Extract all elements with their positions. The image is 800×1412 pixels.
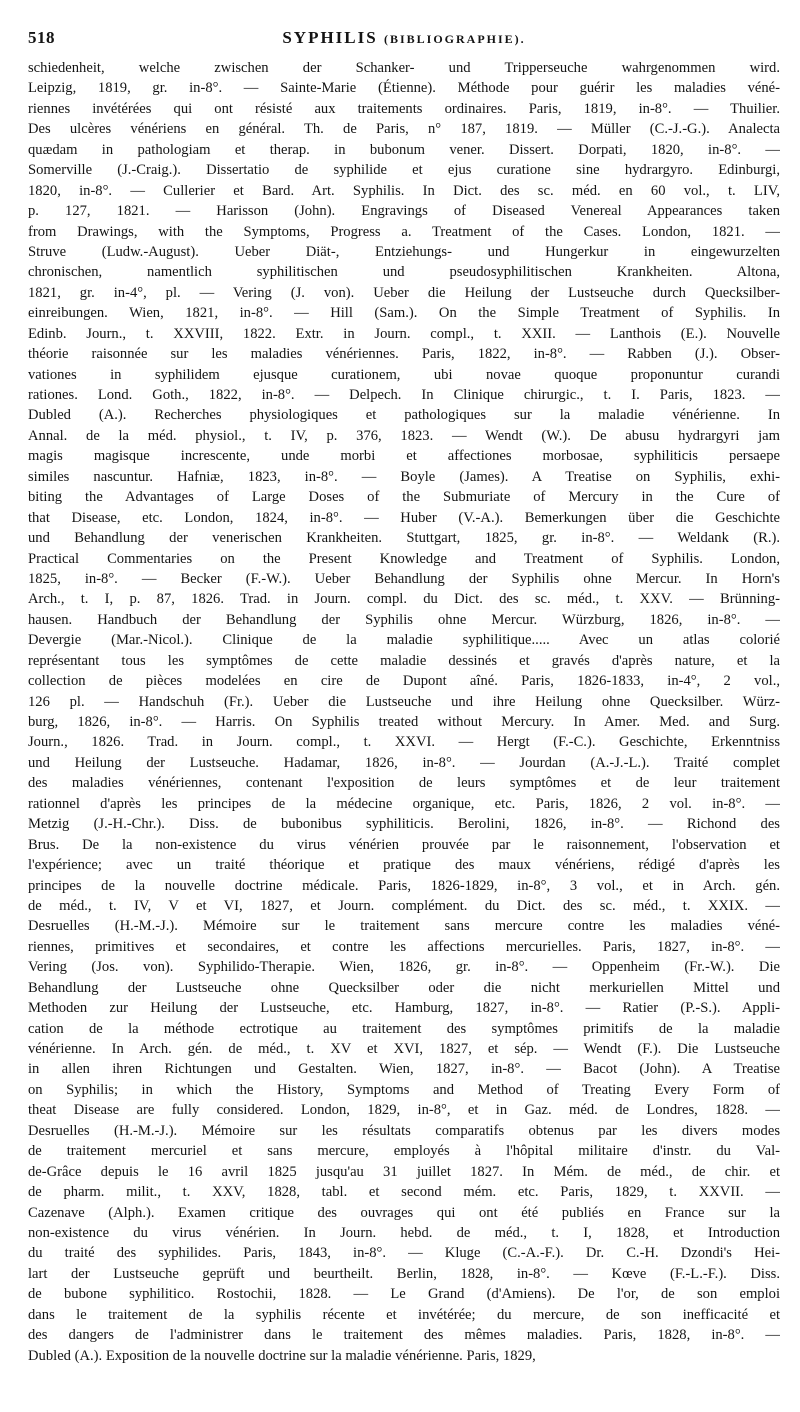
text-line: burg, 1826, in-8°. — Harris. On Syphilis treated without Mercury. In Amer. Med. and Surg. — [28, 714, 780, 730]
text-line: Behandlung der Lustseuche ohne Quecksilber oder die nicht merkuriellen Mittel und — [28, 979, 780, 996]
text-line: Annal. de la méd. physiol., t. IV, p. 376, 1823. — Wendt (W.). De abusu hydrargyri jam — [28, 427, 780, 444]
text-line: similes nascuntur. Hafniæ, 1823, in-8°. — Boyle (James). A Treatise on Syphilis, exhi- — [28, 468, 780, 485]
text-line: chronischen, namentlich syphilitischen und pseudosyphilitischen Krankheiten. Altona, — [28, 264, 780, 281]
text-line: Brus. De la non-existence du virus vénérien prouvée par le raisonnement, l'observation et — [28, 836, 780, 853]
text-line: vénérienne. In Arch. gén. de méd., t. XV et XVI, 1827, et sép. — Wendt (F.). Die Lustseuche — [28, 1041, 780, 1057]
text-line: schiedenheit, welche zwischen der Schanker- und Tripperseuche wahrgenommen wird. — [28, 60, 780, 76]
text-line: on Syphilis; in which the History, Symptoms and Method of Treating Every Form of — [28, 1081, 780, 1098]
text-line: Struve (Ludw.-August). Ueber Diät-, Entziehungs- und Hungerkur in eingewurzelten — [28, 243, 780, 260]
text-line: 1821, gr. in-4°, pl. — Vering (J. von). Ueber die Heilung der Lustseuche durch Quecksilber- — [28, 284, 780, 301]
text-line: Dubled (A.). Recherches physiologiques et pathologiques sur la maladie vénérienne. In — [28, 407, 780, 424]
text-line: collection de pièces modelées en cire de Dupont aîné. Paris, 1826-1833, in-4°, 2 vol., — [28, 673, 780, 690]
text-line: rationnel d'après les principes de la médecine organique, etc. Paris, 1826, 2 vol. in-8°. — — [28, 795, 780, 812]
text-line: Dubled (A.). Exposition de la nouvelle doctrine sur la maladie vénérienne. Paris, 1829, — [28, 1347, 536, 1364]
text-line: und Heilung der Lustseuche. Hadamar, 1826, in-8°. — Jourdan (A.-J.-L.). Traité complet — [28, 754, 780, 771]
running-title-main: SYPHILIS — [282, 28, 378, 47]
text-line: 126 pl. — Handschuh (Fr.). Ueber die Lustseuche und ihre Heilung ohne Quecksilber. Würz- — [28, 693, 780, 710]
text-line: de traitement mercuriel et sans mercure, employés à l'hôpital militaire d'instr. du Val- — [28, 1143, 780, 1160]
page-header — [28, 26, 780, 52]
text-line: des maladies vénériennes, contenant l'exposition de leurs symptômes et de leur traitement — [28, 775, 780, 792]
text-line: des dangers de l'administrer dans le traitement des mêmes maladies. Paris, 1828, in-8°. — — [28, 1327, 780, 1344]
text-line: cation de la méthode ectrotique au traitement des symptômes primitifs de la maladie — [28, 1020, 780, 1037]
text-line: de méd., t. IV, V et VI, 1827, et Journ. complément. du Dict. des sc. méd., t. XXIX. — — [28, 897, 780, 914]
text-line: lart der Lustseuche geprüft und beurtheilt. Berlin, 1828, in-8°. — Kœve (F.-L.-F.). Diss. — [28, 1265, 780, 1282]
text-line: Edinb. Journ., t. XXVIII, 1822. Extr. in Journ. compl., t. XXII. — Lanthois (E.). Nouvelle — [28, 325, 780, 342]
running-title — [28, 28, 780, 48]
text-line: Des ulcères vénériens en général. Th. de Paris, n° 187, 1819. — Müller (C.-J.-G.). Analecta — [28, 121, 780, 138]
text-line: theat Disease are fully considered. London, 1829, in-8°, et in Gaz. méd. de Londres, 1828. — — [28, 1102, 780, 1119]
text-line: Devergie (Mar.-Nicol.). Clinique de la maladie syphilitique..... Avec un atlas colorié — [28, 632, 780, 649]
text-line: Desruelles (H.-M.-J.). Mémoire sur les résultats comparatifs obtenus par les divers modes — [28, 1122, 780, 1139]
text-line: hausen. Handbuch der Behandlung der Syphilis ohne Mercur. Würzburg, 1826, in-8°. — — [28, 611, 780, 628]
text-line: 1825, in-8°. — Becker (F.-W.). Ueber Behandlung der Syphilis ohne Mercur. In Horn's — [28, 570, 780, 587]
text-line: non-existence du virus vénérien. In Journ. hebd. de méd., t. I, 1828, et Introduction — [28, 1224, 780, 1241]
text-line: Methoden zur Heilung der Lustseuche, etc. Hamburg, 1827, in-8°. — Ratier (P.-S.). Appli- — [28, 1000, 780, 1017]
text-line: quædam in pathologiam et therap. in bubonum vener. Dissert. Dorpati, 1820, in-8°. — — [28, 141, 780, 158]
text-line: du traité des syphilides. Paris, 1843, in-8°. — Kluge (C.-A.-F.). Dr. C.-H. Dzondi's Hei- — [28, 1245, 780, 1262]
text-line: und Behandlung der venerischen Krankheiten. Stuttgart, 1825, gr. in-8°. — Weldank (R.). — [28, 530, 780, 547]
text-line: rationes. Lond. Goth., 1822, in-8°. — Delpech. In Clinique chirurgic., t. I. Paris, 1823. — — [28, 387, 780, 403]
text-line: in allen ihren Richtungen und Gestalten. Wien, 1827, in-8°. — Bacot (John). A Treatise — [28, 1061, 780, 1078]
text-line: magis magisque increscente, unde morbi et affectiones morbosae, syphiliticis persaepe — [28, 448, 780, 465]
text-line: Somerville (J.-Craig.). Dissertatio de syphilide et ejus curatione sine hydrargyro. Edinburgi, — [28, 162, 780, 179]
text-line: représentant tous les symptômes de cette maladie dessinés et gravés d'après nature, et la — [28, 652, 780, 669]
text-line: Desruelles (H.-M.-J.). Mémoire sur le traitement sans mercure contre les maladies véné- — [28, 918, 780, 935]
text-line: einreibungen. Wien, 1821, in-8°. — Hill (Sam.). On the Simple Treatment of Syphilis. In — [28, 305, 780, 322]
text-line: dans le traitement de la syphilis récente et invétérée; du mercure, de son inefficacité et — [28, 1306, 780, 1323]
text-line: de pharm. milit., t. XXV, 1828, tabl. et second mém. etc. Paris, 1829, t. XXVII. — — [28, 1184, 780, 1201]
text-line: Metzig (J.-H.-Chr.). Diss. de bubonibus syphiliticis. Berolini, 1826, in-8°. — Richond des — [28, 816, 780, 833]
text-line: biting the Advantages of Large Doses of the Submuriate of Mercury in the Cure of — [28, 489, 780, 506]
text-line: Journ., 1826. Trad. in Journ. compl., t. XXVI. — Hergt (F.-C.). Geschichte, Erkenntniss — [28, 734, 780, 751]
bibliography-text — [28, 58, 780, 1366]
text-line: de-Grâce depuis le 16 avril 1825 jusqu'au 31 juillet 1827. In Mém. de méd., de chir. et — [28, 1163, 780, 1180]
text-line: principes de la nouvelle doctrine médicale. Paris, 1826-1829, in-8°, 3 vol., et in Arch. gén. — [28, 877, 780, 894]
text-line: Cazenave (Alph.). Examen critique des ouvrages qui ont été publiés en France sur la — [28, 1204, 780, 1221]
running-title-sub: (BIBLIOGRAPHIE). — [383, 32, 526, 46]
text-line: riennes invétérées qui ont résisté aux traitements ordinaires. Paris, 1819, in-8°. — Thuilier. — [28, 100, 780, 117]
text-line: p. 127, 1821. — Harisson (John). Engravings of Diseased Venereal Appearances taken — [28, 203, 780, 220]
text-line: from Drawings, with the Symptoms, Progress a. Treatment of the Cases. London, 1821. — — [28, 223, 780, 240]
text-line: théorie raisonnée sur les maladies vénériennes. Paris, 1822, in-8°. — Rabben (J.). Obser- — [28, 346, 780, 363]
text-line: that Disease, etc. London, 1824, in-8°. — Huber (V.-A.). Bemerkungen über die Geschichte — [28, 509, 780, 526]
text-line: Leipzig, 1819, gr. in-8°. — Sainte-Marie (Étienne). Méthode pour guérir les maladies véné- — [28, 80, 780, 97]
document-page — [28, 26, 780, 1366]
text-line: de bubone syphilitico. Rostochii, 1828. — Le Grand (d'Amiens). De l'or, de son emploi — [28, 1286, 780, 1303]
text-line: riennes, primitives et secondaires, et contre les affections mercurielles. Paris, 1827, in-8°. — — [28, 938, 780, 955]
text-line: 1820, in-8°. — Cullerier et Bard. Art. Syphilis. In Dict. des sc. méd. en 60 vol., t. LIV, — [28, 182, 780, 199]
text-line: Arch., t. I, p. 87, 1826. Trad. in Journ. compl. du Dict. des sc. méd., t. XXV. — Brünning- — [28, 591, 780, 608]
text-line: Practical Commentaries on the Present Knowledge and Treatment of Syphilis. London, — [28, 550, 780, 567]
text-line: Vering (Jos. von). Syphilido-Therapie. Wien, 1826, gr. in-8°. — Oppenheim (Fr.-W.). Die — [28, 959, 780, 976]
page-number: 518 — [28, 28, 55, 47]
text-line: vationes in syphilidem ejusque curationem, ubi novae quoque proponuntur curandi — [28, 366, 780, 383]
text-line: l'expérience; avec un traité théorique et pratique des maux vénériens, rédigé d'après les — [28, 857, 780, 874]
